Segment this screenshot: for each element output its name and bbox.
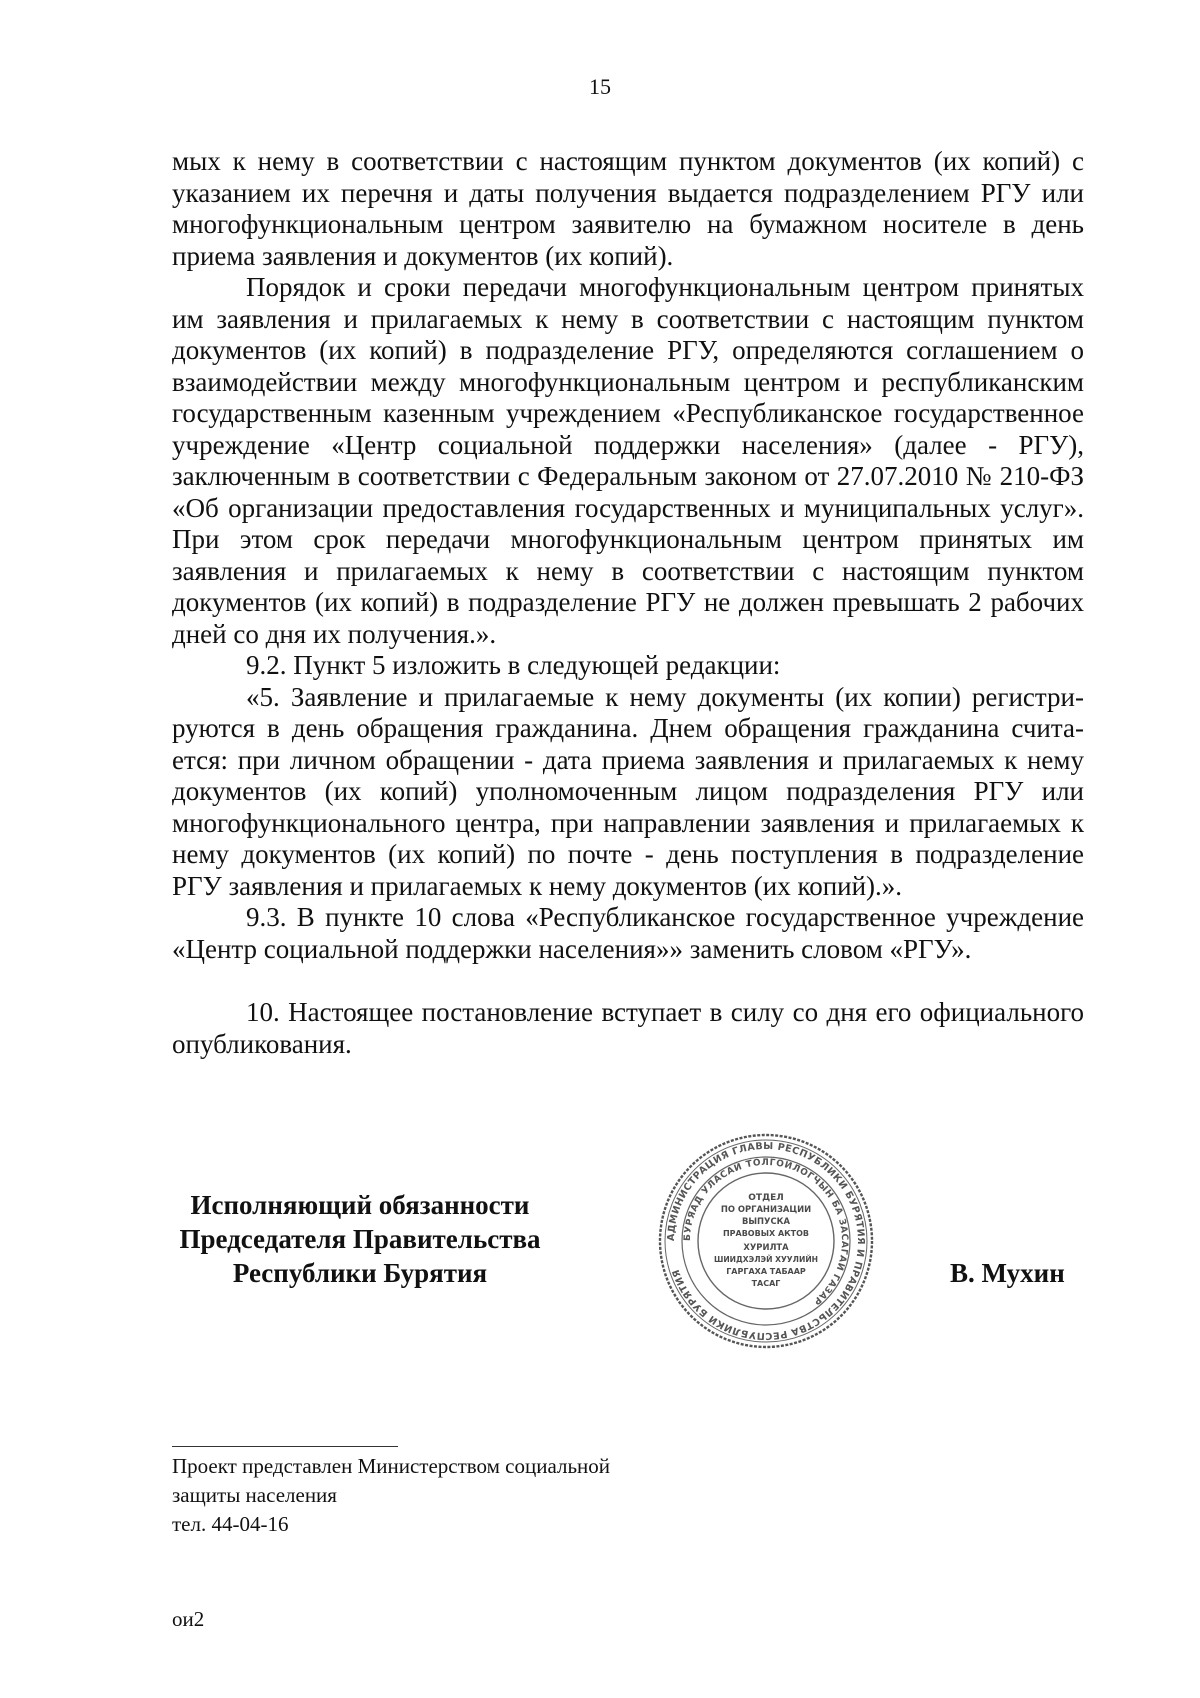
seal-center-line: ХУРИЛТА xyxy=(743,1242,789,1252)
document-body xyxy=(172,146,1084,1060)
footnote-phone: тел. 44-04-16 xyxy=(172,1512,289,1536)
page-number: 15 xyxy=(589,74,611,99)
seal-center-line: ГАРГАХА ТАБААР xyxy=(726,1267,806,1276)
footnote xyxy=(172,1452,872,1539)
paragraph-item-10: 10. Настоящее постановление вступает в силу со дня его официального опубликования. xyxy=(172,997,1084,1059)
seal-center-line: ПРАВОВЫХ АКТОВ xyxy=(722,1229,810,1238)
svg-text:АДМИНИСТРАЦИЯ ГЛАВЫ РЕСПУБЛИКИ xyxy=(666,1141,866,1341)
footnote-line: защиты населения xyxy=(172,1483,337,1507)
official-seal xyxy=(655,1130,877,1352)
seal-center-line: ШИИДХЭЛЭЙ ХУУЛИЙН xyxy=(713,1255,819,1264)
signatory-title-line: Председателя Правительства xyxy=(179,1224,541,1254)
signatory-title xyxy=(150,1188,570,1290)
footnote-line: Проект представлен Министерством социальной xyxy=(172,1454,611,1478)
seal-ring-outer-text: АДМИНИСТРАЦИЯ ГЛАВЫ РЕСПУБЛИКИ БУРЯТИЯ И ПРАВИТЕЛЬСТВА РЕСПУБЛИКИ БУРЯТИЯ xyxy=(665,1140,867,1342)
footnote-divider xyxy=(172,1446,398,1447)
signatory-name: В. Мухин xyxy=(950,1258,1065,1288)
paragraph-item-5-text: «5. Заявление и прилагаемые к нему документы (их копии) регистрируются в день обращения гражданина. Днем обращения гражданина считается: при личном обращении - дата приема заявления и прилагаемых к нему документов (их копий) уполномоченным лицом подразделения РГУ или многофункционального центра, при направлении заявления и прилагаемых к нему документов (их копий) по почте - день поступления в подразделение РГУ заявления и прилагаемых к нему документов (их копий).». xyxy=(172,681,1084,901)
seal-ring-inner-text: БУРЯАД УЛАСАЙ ТОЛГОЙЛОГЧЫН БА ЗАСАГАЙ ГАЗАР xyxy=(682,1157,850,1307)
seal-center-line: ТАСАГ xyxy=(751,1279,781,1288)
paragraph-continuation: мых к нему в соответствии с настоящим пунктом документов (их копий) с указанием их перечня и даты получения выдается подразделением РГУ или многофункциональным центром заявителю на бумажном носителе в день приема заявления и документов (их копий). xyxy=(172,146,1084,271)
signatory-title-line: Исполняющий обязанности xyxy=(190,1190,530,1220)
seal-center-line: ОТДЕЛ xyxy=(748,1193,784,1203)
seal-center-line: ВЫПУСКА xyxy=(741,1216,791,1226)
signatory-title-line: Республики Бурятия xyxy=(232,1258,488,1288)
paragraph-item-9-2: 9.2. Пункт 5 изложить в следующей редакции: xyxy=(246,650,781,680)
registration-code: ои2 xyxy=(172,1607,205,1631)
paragraph-item-9-3: 9.3. В пункте 10 слова «Республиканское государственное учреждение «Центр социальной поддержки населения»» заменить словом «РГУ». xyxy=(172,902,1084,964)
paragraph-transfer-procedure: Порядок и сроки передачи многофункциональным центром принятых им заявления и прилагаемых к нему в соответствии с настоящим пунктом документов (их копий) в подразделение РГУ, определяются соглашением о взаимодействии между многофункциональным центром и республиканским государственным казенным учреждением «Республиканское государственное учреждение «Центр социальной поддержки населения» (далее - РГУ), заключенным в соответствии с Федеральным законом от 27.07.2010 № 210-ФЗ «Об организации предоставления государственных и муниципальных услуг». При этом срок передачи многофункциональным центром принятых им заявления и прилагаемых к нему в соответствии с настоящим пунктом документов (их копий) в подразделение РГУ не должен превышать 2 рабочих дней со дня их получения.». xyxy=(172,272,1084,649)
seal-center-line: ПО ОРГАНИЗАЦИИ xyxy=(720,1204,812,1214)
